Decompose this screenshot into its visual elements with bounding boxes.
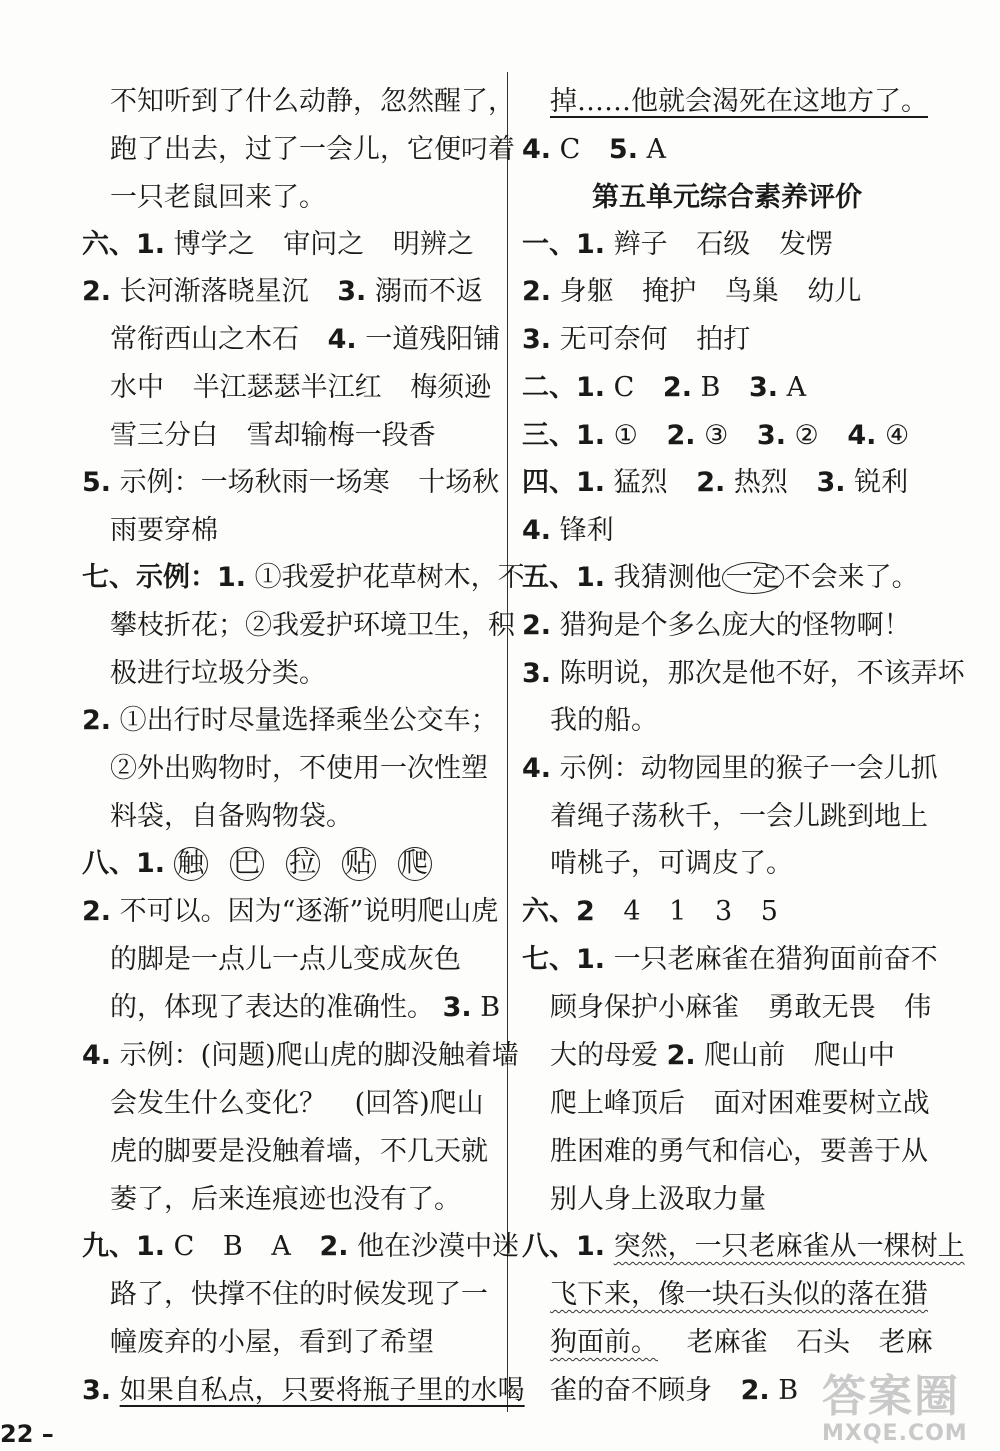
text-line: 3. 陈明说，那次是他不好，不该弄坏 xyxy=(522,658,965,689)
section-marker: 四、1. xyxy=(522,467,606,498)
text-line: 4. C 5. A xyxy=(522,134,667,165)
section-marker: 一、1. xyxy=(522,229,606,260)
text-line: 料袋，自备购物袋。 xyxy=(110,801,353,832)
text-line: 4. 锋利 xyxy=(522,515,614,546)
text-line: 雪三分白 雪却输梅一段香 xyxy=(110,420,436,451)
section-8-line xyxy=(82,846,454,882)
page-number: 22 – xyxy=(0,1420,54,1448)
text-line: 爬上峰顶后 面对困难要树立战 xyxy=(550,1088,930,1119)
section-marker: 三、1. xyxy=(522,420,606,451)
text-line: 2. ①出行时尽量选择乘坐公交车； xyxy=(82,705,498,736)
section-2-line: 二、1. C 2. B 3. A xyxy=(522,372,807,403)
section-3-line: 三、1. ① 2. ③ 3. ② 4. ④ xyxy=(522,420,910,451)
watermark-logo: 答案圈 MXQE.COM xyxy=(822,1371,968,1446)
text-line: 别人身上汲取力量 xyxy=(550,1184,766,1215)
text-line: 4. 示例：动物园里的猴子一会儿抓 xyxy=(522,753,938,784)
text-line: 雨要穿棉 xyxy=(110,515,218,546)
text-line: 啃桃子，可调皮了。 xyxy=(550,848,793,879)
section-marker: 二、1. xyxy=(522,372,606,403)
section-8-line: 八、1. 突然，一只老麻雀从一棵树上 xyxy=(522,1231,965,1262)
text-line: 雀的奋不顾身 2. B xyxy=(550,1375,799,1406)
text-line: 一只老鼠回来了。 xyxy=(110,182,326,213)
text-line: 不知听到了什么动静，忽然醒了， xyxy=(110,86,515,117)
section-marker: 八、1. xyxy=(522,1231,606,1262)
text-line: 顾身保护小麻雀 勇敢无畏 伟 xyxy=(550,992,932,1023)
section-5-line: 五、1. 我猜测他 一定 不会来了。 xyxy=(522,562,919,593)
text-line: 幢废弃的小屋，看到了希望 xyxy=(110,1327,434,1358)
text-line: 3. 无可奈何 拍打 xyxy=(522,324,751,355)
section-6-line: 六、2 4 1 3 5 xyxy=(522,896,778,927)
text-line: 极进行垃圾分类。 xyxy=(110,658,326,689)
section-marker: 六、2 xyxy=(522,896,595,927)
text-line: 胜困难的勇气和信心，要善于从 xyxy=(550,1136,928,1167)
text-line: 跑了出去，过了一会儿，它便叼着 xyxy=(110,134,515,165)
section-marker: 七、示例：1. xyxy=(82,562,247,593)
section-7-line: 七、1. 一只老麻雀在猎狗面前奋不 xyxy=(522,944,938,975)
text-line: ②外出购物时，不使用一次性塑 xyxy=(110,753,488,784)
text-line: 2. 身躯 掩护 鸟巢 幼儿 xyxy=(522,276,862,307)
section-4-line: 四、1. 猛烈 2. 热烈 3. 锐利 xyxy=(522,467,909,498)
text-line: 5. 示例：一场秋雨一场寒 十场秋 xyxy=(82,467,500,498)
section-7-line: 七、示例：1. ①我爱护花草树木，不 xyxy=(82,562,525,593)
text-line: 2. 不可以。因为“逐渐”说明爬山虎 xyxy=(82,896,499,927)
text-line: 会发生什么变化？ (回答)爬山 xyxy=(110,1088,484,1119)
text-line: 攀枝折花；②我爱护环境卫生，积 xyxy=(110,610,515,641)
circled-char: 巴 xyxy=(230,847,264,881)
section-9-line: 九、1. C B A 2. 他在沙漠中迷 xyxy=(82,1231,520,1262)
section-6-line: 六、1. 博学之 审问之 明辨之 xyxy=(82,229,474,260)
section-marker: 八、1. xyxy=(82,848,166,879)
text-line: 的脚是一点儿一点儿变成灰色 xyxy=(110,944,461,975)
wavy-underlined-line: 飞下来，像一块石头似的落在猎 xyxy=(550,1279,928,1310)
section-marker: 九、1. xyxy=(82,1231,166,1262)
underlined-text-line: 3. 如果自私点，只要将瓶子里的水喝 xyxy=(82,1375,525,1406)
column-divider xyxy=(507,72,508,1412)
section-marker: 七、1. xyxy=(522,944,606,975)
text-line: 虎的脚要是没触着墙，不几天就 xyxy=(110,1136,488,1167)
section-marker: 六、1. xyxy=(82,229,166,260)
circled-char: 爬 xyxy=(398,847,432,881)
text-line: 2. 长河渐落晓星沉 3. 溺而不返 xyxy=(82,276,483,307)
section-marker: 五、1. xyxy=(522,562,606,593)
circled-char: 拉 xyxy=(286,847,320,881)
circled-word: 一定 xyxy=(722,562,784,594)
text-line: 路了，快撑不住的时候发现了一 xyxy=(110,1279,488,1310)
text-line: 4. 示例：(问题)爬山虎的脚没触着墙 xyxy=(82,1040,519,1071)
section-1-line: 一、1. 辫子 石级 发愣 xyxy=(522,229,833,260)
circled-char: 贴 xyxy=(342,847,376,881)
underlined-text-line: 掉……他就会渴死在这地方了。 xyxy=(550,86,928,117)
unit-heading: 第五单元综合素养评价 xyxy=(592,182,862,213)
text-line: 的，体现了表达的准确性。 3. B xyxy=(110,992,501,1023)
text-line: 常衔西山之木石 4. 一道残阳铺 xyxy=(110,324,501,355)
text-line: 狗面前。 老麻雀 石头 老麻 xyxy=(550,1327,933,1358)
text-line: 2. 猎狗是个多么庞大的怪物啊！ xyxy=(522,610,911,641)
text-line: 我的船。 xyxy=(550,705,658,736)
text-line: 萎了，后来连痕迹也没有了。 xyxy=(110,1184,461,1215)
text-line: 大的母爱 2. 爬山前 爬山中 xyxy=(550,1040,895,1071)
circled-char: 触 xyxy=(174,847,208,881)
text-line: 水中 半江瑟瑟半江红 梅须逊 xyxy=(110,372,492,403)
text-line: 着绳子荡秋千，一会儿跳到地上 xyxy=(550,801,928,832)
